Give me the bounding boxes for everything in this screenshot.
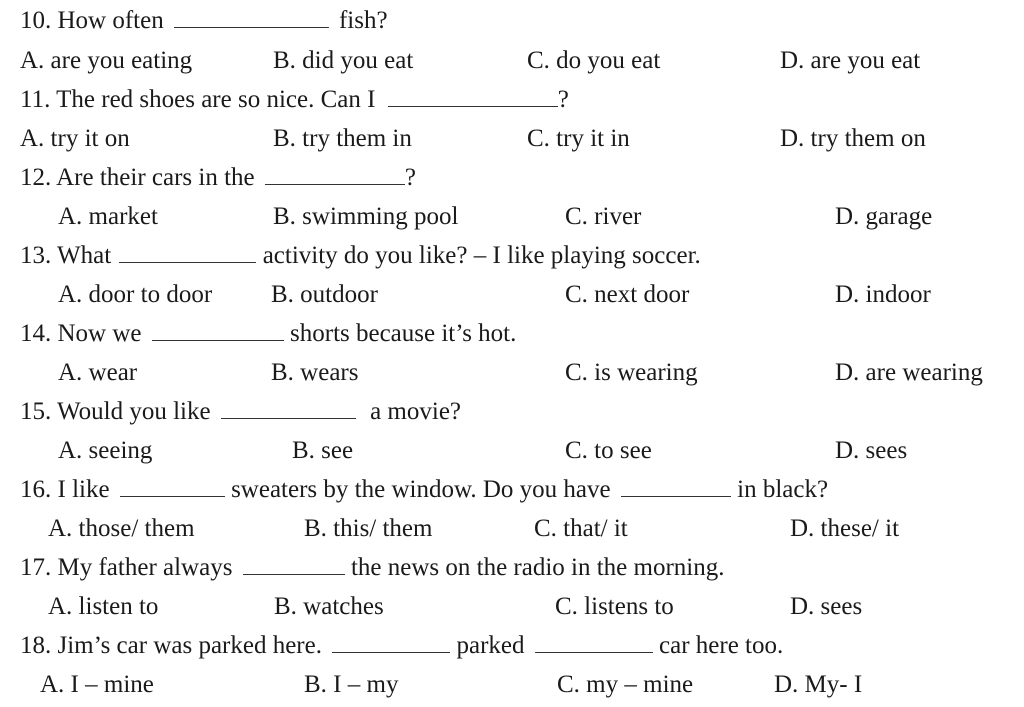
question-17-option-c: C. listens to: [555, 593, 674, 620]
question-10-blank: [174, 9, 329, 28]
question-18-option-d: D. My- I: [774, 671, 863, 698]
question-13-stem: [20, 243, 701, 268]
question-13-option-c: C. next door: [565, 281, 690, 308]
question-11-text-2: ?: [557, 86, 569, 113]
question-16-blank-1: [120, 478, 225, 497]
question-15-stem: [20, 399, 461, 424]
question-12-option-b: B. swimming pool: [273, 203, 459, 230]
question-16-text-3: in black?: [730, 476, 829, 503]
question-16-blank-2: [621, 478, 731, 497]
question-13-text-1: 13. What: [20, 242, 118, 269]
question-18-option-b: B. I – my: [304, 671, 399, 698]
question-16-text-1: 16. I like: [20, 476, 116, 503]
question-15-blank: [221, 400, 356, 419]
question-14-blank: [152, 322, 284, 341]
question-10-option-a: A. are you eating: [20, 47, 193, 74]
question-18-option-a: A. I – mine: [40, 671, 154, 698]
question-17-text-1: 17. My father always: [20, 554, 239, 581]
question-15-option-b: B. see: [292, 437, 354, 464]
question-11-blank: [388, 88, 558, 107]
question-12-option-c: C. river: [565, 203, 642, 230]
question-10-option-d: D. are you eat: [780, 47, 921, 74]
question-18-blank-1: [332, 634, 450, 653]
question-16-option-d: D. these/ it: [790, 515, 900, 542]
question-18-blank-2: [535, 634, 653, 653]
question-13-text-2: activity do you like? – I like playing soccer.: [256, 242, 701, 269]
question-13-option-b: B. outdoor: [271, 281, 378, 308]
question-14-option-c: C. is wearing: [565, 359, 698, 386]
question-13-option-a: A. door to door: [58, 281, 213, 308]
question-11-stem: [20, 87, 569, 112]
question-12-option-a: A. market: [58, 203, 158, 230]
question-11-option-b: B. try them in: [273, 125, 412, 152]
question-17-option-d: D. sees: [790, 593, 863, 620]
question-14-stem: [20, 321, 516, 346]
question-12-text-1: 12. Are their cars in the: [20, 164, 261, 191]
question-16-stem: [20, 477, 828, 502]
question-10-option-b: B. did you eat: [273, 47, 414, 74]
question-17-stem: [20, 555, 725, 580]
question-15-text-1: 15. Would you like: [20, 398, 217, 425]
question-16-option-b: B. this/ them: [304, 515, 433, 542]
question-15-text-2: a movie?: [363, 398, 462, 425]
question-12-blank: [265, 166, 405, 185]
question-14-option-b: B. wears: [271, 359, 359, 386]
question-16-option-c: C. that/ it: [534, 515, 628, 542]
question-15-option-c: C. to see: [565, 437, 652, 464]
question-14-text-2: shorts because it’s hot.: [283, 320, 517, 347]
question-16-text-2: sweaters by the window. Do you have: [224, 476, 617, 503]
question-11-option-c: C. try it in: [527, 125, 630, 152]
question-12-stem: [20, 165, 416, 190]
question-12-option-d: D. garage: [835, 203, 933, 230]
question-13-blank: [119, 244, 256, 263]
question-14-option-a: A. wear: [58, 359, 138, 386]
question-11-option-d: D. try them on: [780, 125, 926, 152]
question-11-text-1: 11. The red shoes are so nice. Can I: [20, 86, 382, 113]
question-17-option-a: A. listen to: [48, 593, 159, 620]
question-18-text-3: car here too.: [652, 632, 784, 659]
question-17-option-b: B. watches: [274, 593, 384, 620]
question-11-option-a: A. try it on: [20, 125, 130, 152]
question-13-option-d: D. indoor: [835, 281, 931, 308]
question-10-option-c: C. do you eat: [527, 47, 661, 74]
question-17-text-2: the news on the radio in the morning.: [344, 554, 725, 581]
question-10-stem: [20, 8, 388, 33]
question-15-option-d: D. sees: [835, 437, 908, 464]
question-14-option-d: D. are wearing: [835, 359, 983, 386]
question-16-option-a: A. those/ them: [48, 515, 195, 542]
question-18-text-1: 18. Jim’s car was parked here.: [20, 632, 329, 659]
question-18-text-2: parked: [450, 632, 531, 659]
question-14-text-1: 14. Now we: [20, 320, 148, 347]
question-18-option-c: C. my – mine: [557, 671, 694, 698]
question-12-text-2: ?: [404, 164, 417, 191]
question-10-text-1: 10. How often: [20, 7, 164, 34]
question-10-text-2: fish?: [332, 7, 388, 34]
question-17-blank: [243, 556, 345, 575]
question-15-option-a: A. seeing: [58, 437, 153, 464]
question-18-stem: [20, 633, 783, 658]
